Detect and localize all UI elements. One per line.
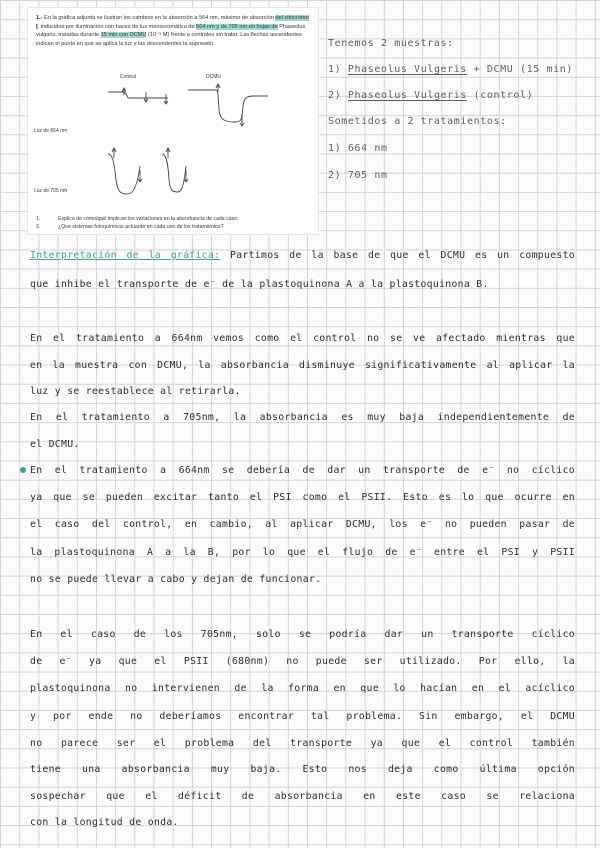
- text-line: y por ende no deberíamos encontrar tal problema. Sin embargo, el DCMU: [30, 711, 575, 722]
- text-line: luz y se reestablece al retirarla.: [30, 386, 241, 397]
- sample-1: 1) Phaseolus Vulgeris + DCMU (15 min): [328, 64, 573, 75]
- section-heading: Interpretación de la gráfica:: [30, 250, 221, 261]
- absorbance-traces-figure: [28, 70, 318, 215]
- trace-dcmu-705: [162, 148, 188, 192]
- exercise-snippet: [28, 8, 318, 234]
- highlighted-text: 15 min con DCMU: [100, 32, 147, 39]
- bullet-dot: [20, 467, 26, 473]
- treatment-1: 1) 664 nm: [328, 143, 388, 154]
- question-number: 1.-: [36, 15, 43, 21]
- text-line: tiene una absorbancia muy baja. Esto nos deja como última opción: [30, 764, 575, 775]
- text-line: sospechar que el déficit de absorbancia en este caso se relaciona: [30, 791, 575, 802]
- label-dcmu: DCMU: [206, 74, 221, 80]
- text-line: En el caso de los 705nm, solo se podría dar un transporte cíclico: [30, 629, 575, 640]
- text-line: ya que se pueden excitar tanto el PSI como el PSII. Esto es lo que ocurre en: [30, 492, 575, 503]
- text-line: el DCMU.: [30, 439, 80, 450]
- label-664nm: Luz de 664 nm: [34, 128, 68, 134]
- samples-title: Tenemos 2 muestras:: [328, 38, 454, 49]
- exercise-statement: 1.- En la gráfica adjunta se ilustran los cambios en la absorción a 564 nm, máximo de absorción del citocromo f, inducidos por iluminación con haces de luz monocromática de 664 nm y de 705 nm en hojas de Phaseolus vulgaris, tratadas durante 15 min con DCMU (10⁻⁵ M) frente a controles sin tratar. Las flechas ascendentes indican el punto en que se aplica la luz y las descendentes la supresión.: [36, 15, 309, 47]
- treatment-2: 2) 705 nm: [328, 170, 388, 181]
- exercise-questions: [36, 216, 312, 231]
- trace-control-705: [108, 148, 142, 194]
- trace-dcmu-664: [188, 84, 268, 126]
- question-item: 1. Explica de cómo/qué implican los variaciones en la absorbancia de cada caso.: [36, 216, 239, 222]
- text-line: no se puede llevar a cabo y dejan de funcionar.: [30, 574, 322, 585]
- label-705nm: Luz de 705 nm: [34, 188, 68, 194]
- text-line: En el tratamiento a 664nm se debería de dar un transporte de e⁻ no cíclico: [30, 465, 575, 476]
- highlighted-text: 664 nm y de 705 nm en hojas de: [196, 23, 278, 30]
- text-line: el caso del control, en cambio, al aplicar DCMU, los e⁻ no pueden pasar de: [30, 519, 575, 530]
- label-control: Control: [120, 74, 137, 80]
- text-line: de e⁻ ya que el PSII (680nm) no puede ser utilizado. Por ello, la: [30, 656, 575, 667]
- text-line: con la longitud de onda.: [30, 817, 179, 828]
- species-name: Phaseolus Vulgeris: [347, 64, 468, 75]
- sample-2: 2) Phaseolus Vulgeris (control): [328, 90, 534, 101]
- question-item: 2. ¿Qué sistemas fotoquímicos actuarán en cada uno de los tratamientos?: [36, 223, 224, 230]
- text-line: que inhibe el transporte de e⁻ de la plastoquinona A a la plastoquinona B.: [30, 279, 489, 290]
- text-line: En el tratamiento a 705nm, la absorbancia es muy baja independientemente de: [30, 412, 575, 423]
- species-name: Phaseolus Vulgeris: [347, 90, 468, 101]
- text-line: no parece ser el problema del transporte ya que el control también: [30, 738, 575, 749]
- text-line: la plastoquinona A a la B, por lo que el flujo de e⁻ entre el PSI y PSII: [30, 547, 575, 558]
- text-line: En el tratamiento a 664nm vemos como el control no se ve afectado mientras que: [30, 333, 575, 344]
- text-line: en la muestra con DCMU, la absorbancia disminuye significativamente al aplicar la: [30, 360, 575, 371]
- interpretation-line: Interpretación de la gráfica: Partimos de la base de que el DCMU es un compuesto: [30, 250, 575, 261]
- trace-control-664: [108, 88, 168, 104]
- text-line: plastoquinona no intervienen de la forma en que lo hacían en el acíclico: [30, 683, 575, 694]
- treatments-title: Sometidos a 2 tratamientos:: [328, 116, 507, 127]
- highlighted-text: del citocromo f: [36, 15, 309, 30]
